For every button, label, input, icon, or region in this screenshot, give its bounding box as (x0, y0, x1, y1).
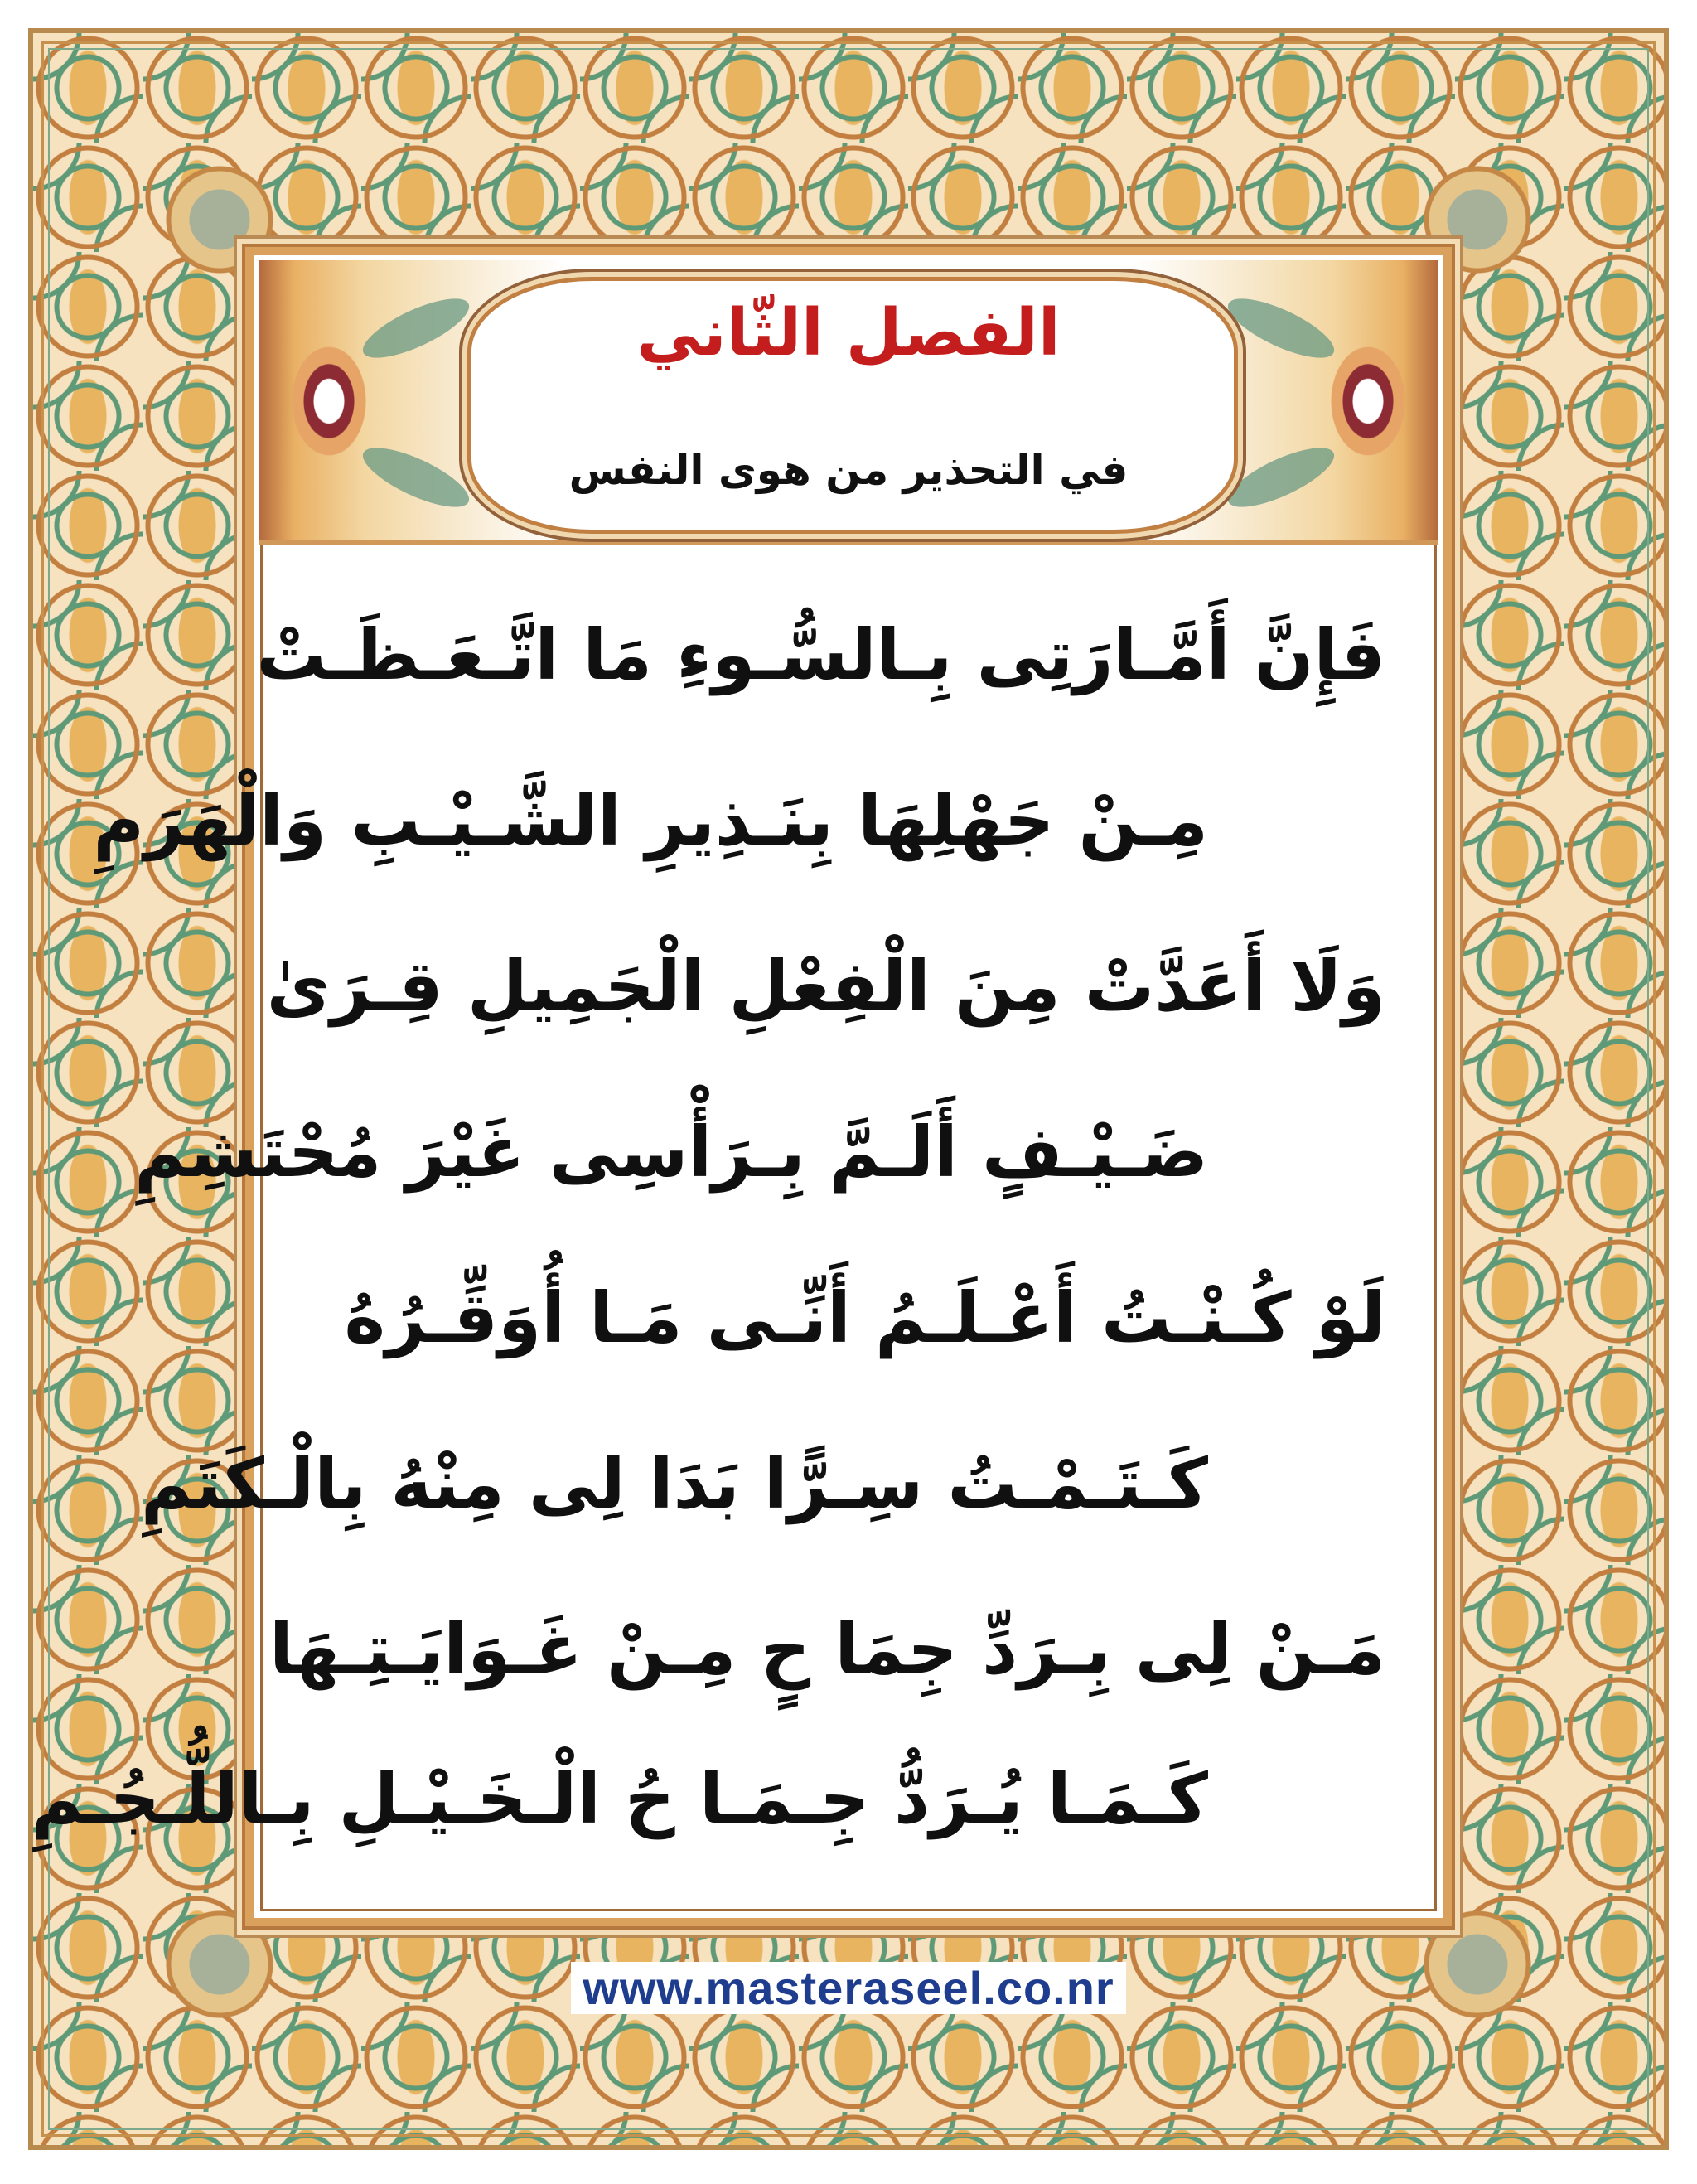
poem-body (31, 597, 1415, 1890)
poem-verse: ضَـيْـفٍ أَلَـمَّ بِـرَأْسِى غَيْرَ مُحْتَشِمِ (134, 1111, 1208, 1193)
chapter-subtitle: في التحذير من هوى النفس (568, 446, 1129, 494)
poem-verse: مَـنْ لِى بِـرَدِّ جِمَا حٍ مِـنْ غَـوَايَـتِـهَا (269, 1609, 1385, 1690)
chapter-title: الفصل الثّاني (636, 296, 1061, 370)
poem-verse: وَلَا أَعَدَّتْ مِنَ الْفِعْلِ الْجَمِيلِ قِـرَىٰ (266, 946, 1385, 1027)
poem-verse: فَإِنَّ أَمَّـارَتِى بِـالسُّـوءِ مَا اتَّـعَـظَـتْ (256, 614, 1385, 695)
poem-verse: لَوْ كُـنْـتُ أَعْـلَـمُ أَنِّـى مَـا أُوَقِّـرُهُ (344, 1277, 1385, 1358)
website-url[interactable] (0, 1961, 1697, 2015)
poem-verse: مِـنْ جَهْلِهَا بِنَـذِيرِ الشَّـيْـبِ وَالْهَرَمِ (93, 780, 1208, 861)
website-url-text[interactable]: www.masteraseel.co.nr (571, 1962, 1125, 2014)
poem-verse: كَـمَـا يُـرَدُّ جِـمَـا حُ الْـخَـيْـلِ بِـاللُّـجُـمِ (31, 1758, 1208, 1839)
poem-verse: كَـتَـمْـتُ سِـرًّا بَدَا لِى مِنْهُ بِالْـكَتَمِ (140, 1443, 1208, 1524)
